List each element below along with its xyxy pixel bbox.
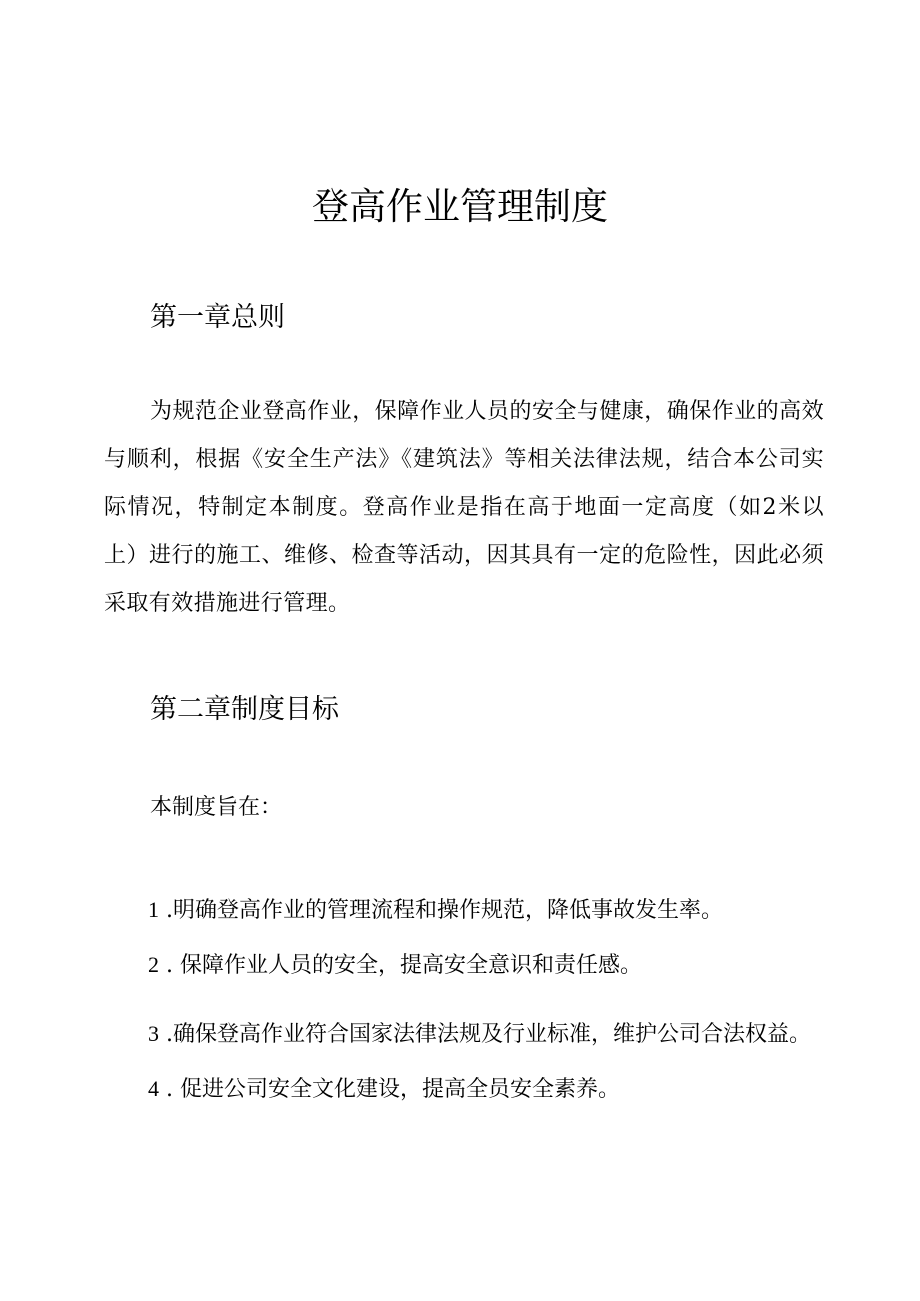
list-item-text: . 保障作业人员的安全，提高安全意识和责任感。: [166, 953, 642, 978]
chapter-2-heading: 第二章制度目标: [150, 694, 339, 725]
chapter-2-intro: 本制度旨在：: [150, 795, 283, 820]
list-item-number: 1: [148, 897, 159, 922]
list-item-text: .明确登高作业的管理流程和操作规范，降低事故发生率。: [166, 898, 723, 923]
list-item-number: 4: [148, 1076, 159, 1101]
list-item-number: 2: [148, 952, 159, 977]
list-item-text: .确保登高作业符合国家法律法规及行业标准，维护公司合法权益。: [166, 1022, 811, 1047]
list-item-2: [148, 945, 868, 986]
list-item-1: [148, 890, 868, 931]
list-item-number: 3: [148, 1021, 159, 1046]
list-item-4: [148, 1069, 868, 1110]
list-item-3: [148, 1014, 868, 1055]
chapter-1-paragraph: 为规范企业登高作业，保障作业人员的安全与健康，确保作业的高效与顺利，根据《安全生产法》《建筑法》等相关法律法规，结合本公司实际情况，特制定本制度。登高作业是指在高于地面一定高度（如2米以上）进行的施工、维修、检查等活动，因其具有一定的危险性，因此必须采取有效措施进行管理。: [104, 399, 824, 616]
list-item-text: . 促进公司安全文化建设，提高全员安全素养。: [166, 1077, 620, 1102]
chapter-1-heading: 第一章总则: [150, 302, 285, 333]
document-title: 登高作业管理制度: [312, 185, 608, 228]
